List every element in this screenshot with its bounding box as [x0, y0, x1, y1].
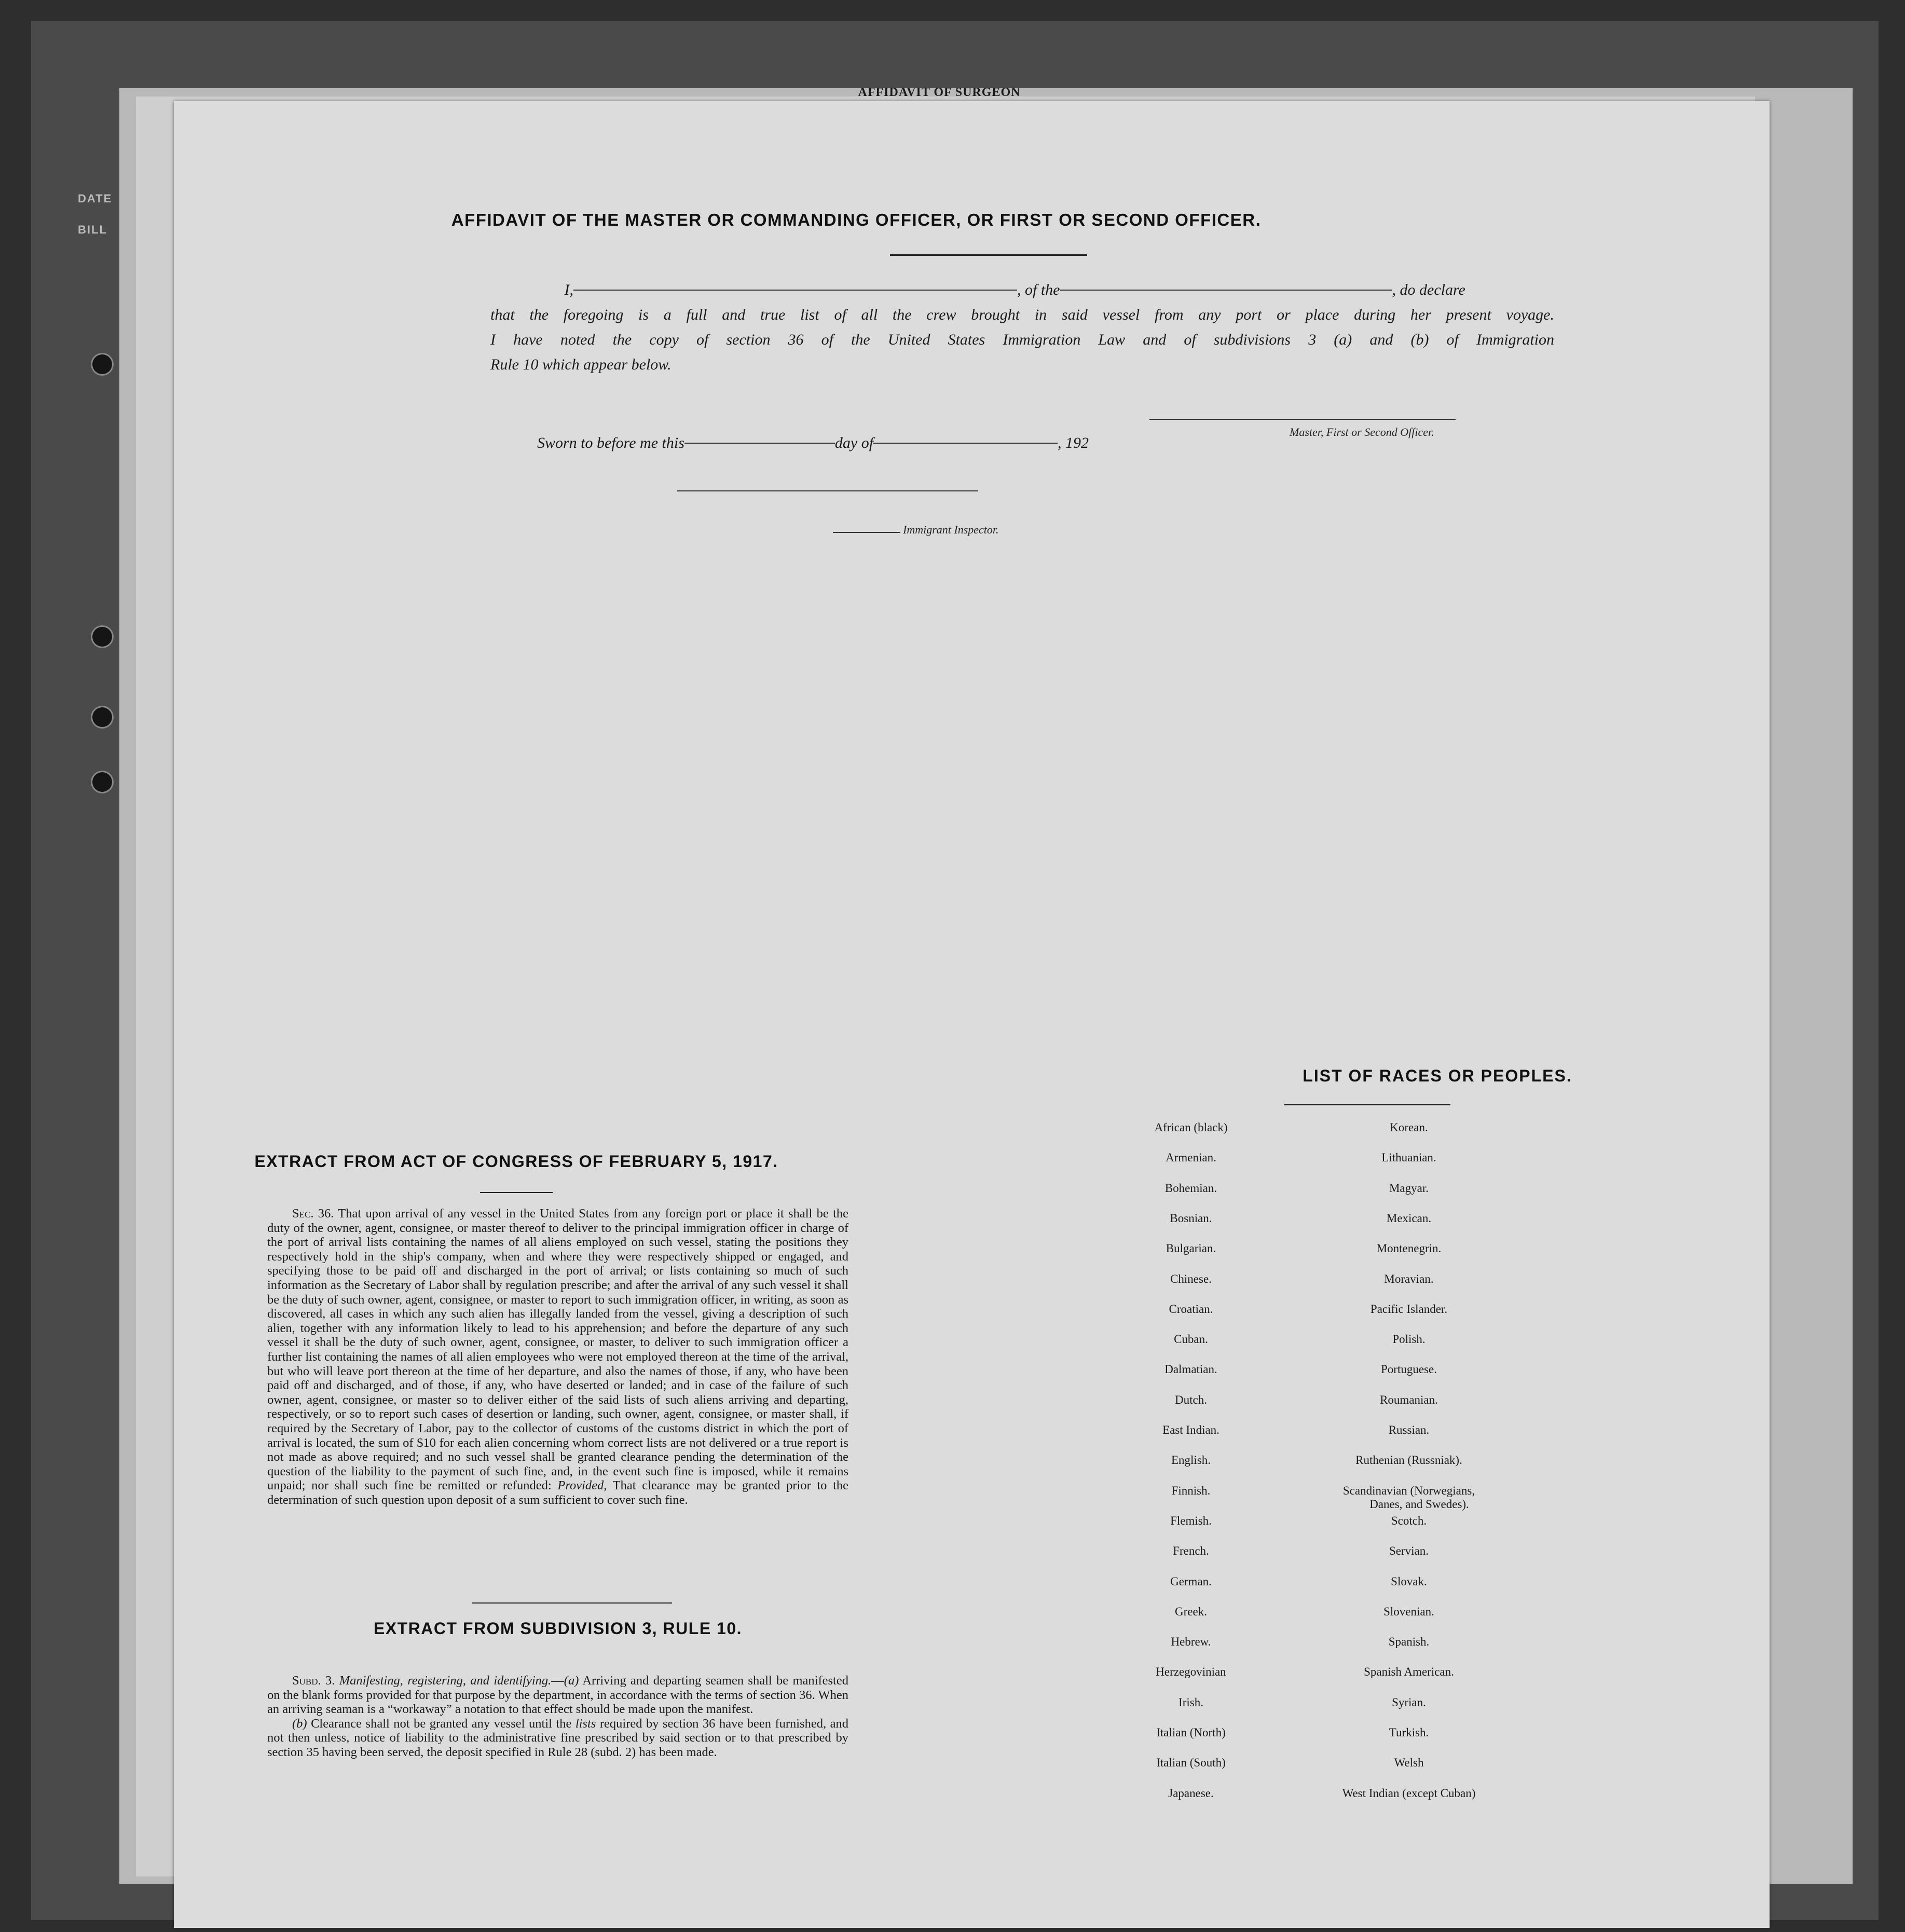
race-item: Dalmatian. [1164, 1363, 1217, 1376]
race-item: Syrian. [1392, 1695, 1426, 1709]
races-title: LIST OF RACES OR PEOPLES. [1303, 1066, 1572, 1085]
name-blank[interactable] [573, 290, 1017, 291]
race-item: Magyar. [1389, 1181, 1429, 1195]
race-item: Armenian. [1166, 1151, 1216, 1164]
month-blank[interactable] [873, 443, 1058, 444]
signature-label: Master, First or Second Officer. [1290, 426, 1434, 439]
race-item: Montenegrin. [1376, 1242, 1442, 1255]
para-b-post: required by section 36 have been furnished, and not then unless, notice of liability to the administrative fine prescribed by said section or to that prescribed by section 35 having been served, the deposit specified in Rule 28 (subd. 2) has been made. [267, 1716, 849, 1759]
year-label: , 192 [1058, 434, 1089, 451]
of-the-label: , of the [1017, 281, 1060, 298]
race-item: Bosnian. [1170, 1211, 1212, 1225]
affidavit-i-label: I, [564, 281, 573, 298]
proviso-label: Provided, [557, 1478, 607, 1493]
inspector-signature-blank[interactable] [677, 490, 978, 491]
race-item: Roumanian. [1380, 1393, 1438, 1406]
para-b-label: (b) [292, 1716, 307, 1731]
section-divider [472, 1602, 672, 1604]
act-title: EXTRACT FROM ACT OF CONGRESS OF FEBRUARY 5, 1917. [254, 1152, 778, 1171]
day-blank[interactable] [684, 443, 835, 444]
inspector-short-blank[interactable] [833, 532, 900, 533]
subd-heading: Manifesting, registering, and identifying. [339, 1674, 552, 1688]
race-item: Polish. [1392, 1333, 1426, 1346]
para-a-label: (a) [564, 1674, 579, 1688]
act-body [267, 1207, 848, 1507]
left-edge-label: BILL [78, 223, 107, 236]
inspector-label: Immigrant Inspector. [903, 523, 999, 536]
race-item: Italian (South) [1156, 1756, 1226, 1770]
section-label: Sec. 36. [292, 1207, 334, 1221]
race-item: Turkish. [1389, 1726, 1429, 1739]
race-item: Bohemian. [1164, 1181, 1217, 1195]
background-sheet-header: AFFIDAVIT OF SURGEON [858, 86, 1021, 99]
race-item: Cuban. [1174, 1333, 1208, 1346]
manifest-page [174, 101, 1770, 1928]
race-item: Japanese. [1168, 1786, 1214, 1800]
day-of-label: day of [834, 434, 874, 451]
title-rule [480, 1192, 553, 1193]
affidavit-line-3: I have noted the copy of section 36 of the United States Immigration Law and of subdivisions 3 (a) and (b) of Immigration [490, 331, 1554, 348]
race-item: Welsh [1394, 1756, 1424, 1770]
proviso-text: That clearance may be granted prior to the determination of such question upon deposit of a sum sufficient to cover such fine. [267, 1478, 849, 1507]
race-item: Chinese. [1170, 1272, 1212, 1285]
race-item: Danes, and Swedes). [1369, 1497, 1469, 1511]
race-item: West Indian (except Cuban) [1342, 1786, 1476, 1800]
race-item: Irish. [1178, 1695, 1203, 1709]
race-item: African (black) [1154, 1121, 1228, 1134]
binder-hole [91, 706, 114, 729]
race-item: Mexican. [1386, 1211, 1432, 1225]
race-item: Dutch. [1175, 1393, 1207, 1406]
vessel-blank[interactable] [1060, 290, 1392, 291]
race-item: Bulgarian. [1166, 1242, 1216, 1255]
race-item: Slovenian. [1383, 1605, 1434, 1618]
race-item: Slovak. [1391, 1574, 1427, 1588]
affidavit-line-4: Rule 10 which appear below. [490, 356, 671, 373]
race-item: Servian. [1389, 1544, 1429, 1558]
race-item: Portuguese. [1381, 1363, 1437, 1376]
affidavit-title: AFFIDAVIT OF THE MASTER OR COMMANDING OFFICER, OR FIRST OR SECOND OFFICER. [451, 210, 1262, 229]
do-declare-label: , do declare [1392, 281, 1465, 298]
title-rule [890, 254, 1087, 256]
race-item: German. [1170, 1574, 1212, 1588]
sworn-label: Sworn to before me this [537, 434, 684, 451]
signature-blank[interactable] [1149, 419, 1456, 420]
act-text: That upon arrival of any vessel in the United States from any foreign port or place it shall be the duty of the owner, agent, consignee, or master thereof to deliver to the principal immigration officer in charge of the port of arrival lists containing the names of all aliens employed on such vessel, stating the positions they respectively hold in the ship's company, when and where they were respectively shipped or engaged, and specifying those to be paid off and discharged in the port of arrival; or lists containing so much of such information as the Secretary of Labor shall by regulation prescribe; and after the arrival of any such vessel it shall be the duty of such owner, agent, consignee, or master to report to such immigration officer, in writing, as soon as discovered, all cases in which any such alien has illegally landed from the vessel, giving a description of such alien, together with any information likely to lead to his apprehension; and before the departure of any such vessel it shall be the duty of such owner, agent, consignee, or master, to deliver to such immigration officer a further list containing the names of all alien employees who were not employed thereon at the time of the arrival, but who will leave port thereon at the time of her departure, and also the names of those, if any, who have been paid off and discharged, and of those, if any, who have deserted or landed; and in case of the failure of such owner, agent, consignee, or master so to deliver either of the said lists of such aliens arriving and departing, respectively, or so to report such cases of desertion or landing, such owner, agent, consignee, or master shall, if required by the Secretary of Labor, pay to the collector of customs of the customs district in which the port of arrival is located, the sum of $10 for each alien concerning whom correct lists are not delivered or a true report is not made as above required; and no such vessel shall be granted clearance pending the determination of the question of the liability to the payment of such fine, and, in the event such fine is imposed, while it remains unpaid; nor shall such fine be remitted or refunded: [267, 1207, 848, 1493]
race-item: Ruthenian (Russniak). [1355, 1454, 1462, 1467]
title-rule [1284, 1104, 1450, 1105]
subd-label: Subd. 3. [292, 1674, 335, 1688]
para-b-lists: lists [575, 1716, 596, 1731]
race-item: French. [1173, 1544, 1209, 1558]
race-item: Finnish. [1171, 1484, 1211, 1497]
race-item: Scandinavian (Norwegians, [1342, 1484, 1475, 1497]
race-item: Herzegovinian [1156, 1665, 1226, 1679]
race-item: Spanish American. [1364, 1665, 1454, 1679]
binder-hole [91, 771, 114, 793]
rule-body: Subd. 3. Manifesting, registering, and identifying.—(a) Arriving and departing seamen shall be manifested on the blank forms provided for that purpose by the department, in accordance with the terms of section 36. When an arriving seaman is a “workaway” a notation to that effect should be made upon the manifest. (b) Clearance shall not be granted any vessel until the lists required by section 36 have been furnished, and not then unless, notice of liability to the administrative fine prescribed by said section or to that prescribed by section 35 having been served, the deposit specified in Rule 28 (subd. 2) has been made. [267, 1674, 849, 1759]
race-item: Spanish. [1388, 1635, 1430, 1649]
affidavit-line-1 [490, 278, 1554, 303]
race-item: Lithuanian. [1381, 1151, 1436, 1164]
race-item: Greek. [1175, 1605, 1207, 1618]
race-item: Russian. [1388, 1423, 1430, 1436]
race-item: Hebrew. [1171, 1635, 1211, 1649]
para-b-pre: Clearance shall not be granted any vessel until the [311, 1716, 572, 1731]
race-item: Moravian. [1384, 1272, 1434, 1285]
race-item: Flemish. [1170, 1514, 1212, 1527]
race-item: Korean. [1390, 1121, 1428, 1134]
race-item: Italian (North) [1156, 1726, 1226, 1739]
race-item: English. [1171, 1454, 1211, 1467]
race-item: Pacific Islander. [1370, 1302, 1448, 1316]
left-edge-label: DATE [78, 192, 113, 205]
para-a-text: Arriving and departing seamen shall be manifested on the blank forms provided for that purpose by the department, in accordance with the terms of section 36. When an arriving seaman is a “workaway” a notation to that effect should be made upon the manifest. [267, 1674, 848, 1717]
race-item: Croatian. [1169, 1302, 1213, 1316]
sworn-line [537, 431, 1160, 456]
binder-hole [91, 625, 114, 648]
rule-title: EXTRACT FROM SUBDIVISION 3, RULE 10. [373, 1619, 743, 1638]
affidavit-line-2: that the foregoing is a full and true list of all the crew brought in said vessel from any port or place during her present voyage. [490, 306, 1554, 323]
binder-hole [91, 353, 114, 376]
affidavit-statement [490, 278, 1554, 377]
race-item: Scotch. [1391, 1514, 1427, 1527]
race-item: East Indian. [1162, 1423, 1219, 1436]
